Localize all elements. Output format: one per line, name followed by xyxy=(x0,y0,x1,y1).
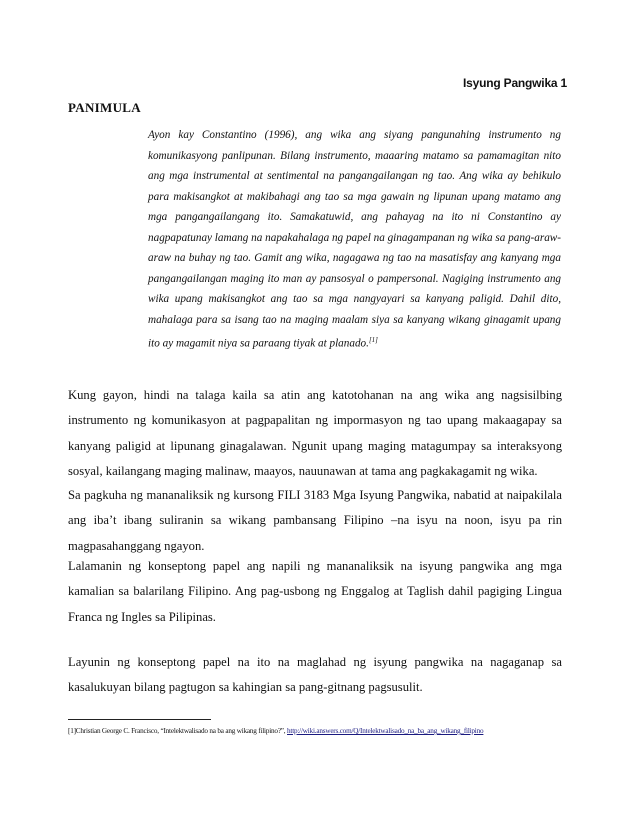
section-heading: PANIMULA xyxy=(68,100,141,115)
footnote-link[interactable]: http://wiki.answers.com/Q/Intelektwalisado_na_ba_ang_wikang_filipino xyxy=(287,727,484,735)
block-quote xyxy=(148,125,561,354)
page-header: Isyung Pangwika 1 xyxy=(463,76,567,90)
body-paragraph-1: Kung gayon, hindi na talaga kaila sa atin ang katotohanan na ang wika ang nagsisilbing instrumento ng komunikasyon at pagpapalitan ng impormasyon ng tao upang makaagapay sa kanyang paligid at lipunang ginagalawan. Ngunit upang maging matagumpay sa interaksyong sosyal, kailangang maging malinaw, maayos, nauunawan at tama ang pagkakagamit ng wika. xyxy=(68,388,562,478)
footnote-reference[interactable]: [1] xyxy=(368,336,378,344)
body-paragraph-4: Layunin ng konseptong papel na ito na maglahad ng isyung pangwika na nagaganap sa kasalukuyan bilang pagtugon sa kahingian sa pang-gitnang pagsusulit. xyxy=(68,655,562,695)
footnote-text: [1]Christian George C. Francisco, “Intelektwalisado na ba ang wikang filipino?”, xyxy=(68,727,287,735)
body-paragraph-2: Sa pagkuha ng mananaliksik ng kursong FILI 3183 Mga Isyung Pangwika, nabatid at naipakilala ang iba’t ibang suliranin sa wikang pambansang Filipino –na isyu na noon, isyu pa rin magpasahanggang ngayon. xyxy=(68,488,562,553)
body-paragraph-3: Lalamanin ng konseptong papel ang napili ng mananaliksik na isyung pangwika ang mga kamalian sa balarilang Filipino. Ang pag-usbong ng Enggalog at Taglish dahil pagiging Lingua Franca ng Ingles sa Pilipinas. xyxy=(68,559,562,624)
footnote xyxy=(68,727,588,735)
footnote-separator xyxy=(68,719,211,720)
quote-text: Ayon kay Constantino (1996), ang wika ang siyang pangunahing instrumento ng komunikasyong panlipunan. Bilang instrumento, maaaring matamo sa pamamagitan nito ang mga instrumental at sentimental na pangangailangan ng tao. Ang wika ay behikulo para makisangkot at makibahagi ang tao sa mga gawain ng lipunan upang matamo ang mga pangangailangang ito. Samakatuwid, ang pahayag na ito ni Constantino ay nagpapatunay lamang na napakahalaga ng papel na ginagampanan ng wika sa pang-araw-araw na buhay ng tao. Gamit ang wika, nagagawa ng tao na masatisfay ang kanyang mga pangangailangan maging ito man ay pansosyal o pampersonal. Nagiging instrumento ang wika upang makisangkot ang tao sa mga nangyayari sa kanyang paligid. Dahil dito, mahalaga para sa isang tao na maging maalam siya sa kanyang wikang ginagamit upang ito ay magamit niya sa paraang tiyak at planado. xyxy=(148,129,561,350)
